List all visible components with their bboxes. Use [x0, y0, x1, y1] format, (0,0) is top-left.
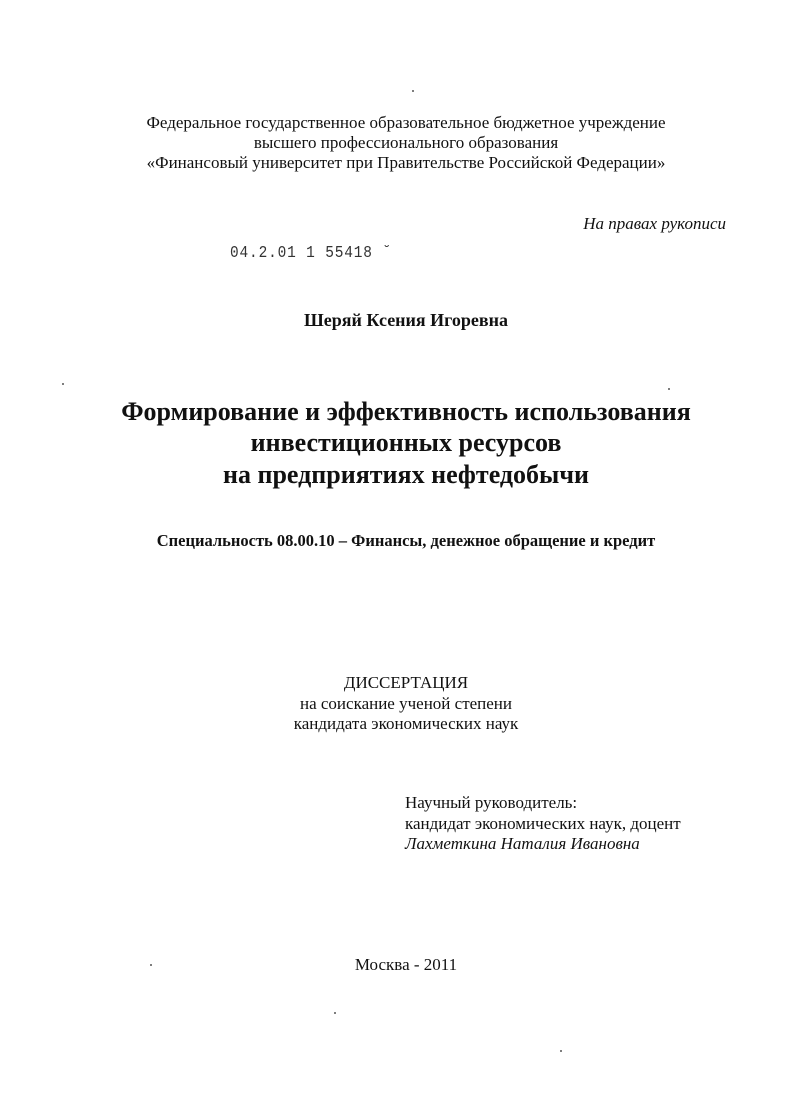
advisor-name: Лахметкина Наталия Ивановна — [405, 834, 640, 853]
scan-speck — [334, 1012, 336, 1014]
advisor-credentials: кандидат экономических наук, доцент — [405, 814, 681, 833]
institution-line-1: Федеральное государственное образовательное бюджетное учреждение — [146, 113, 666, 132]
author-name: Шеряй Ксения Игоревна — [304, 310, 508, 330]
degree-type: ДИССЕРТАЦИЯ — [343, 673, 469, 692]
thesis-title-line-2: инвестиционных ресурсов — [250, 428, 562, 457]
institution-line-2: высшего профессионального образования — [253, 133, 559, 152]
scan-speck — [150, 964, 152, 966]
specialty: Специальность 08.00.10 – Финансы, денежное обращение и кредит — [156, 531, 656, 550]
scan-speck — [62, 383, 64, 385]
place-year: Москва - 2011 — [354, 955, 458, 974]
degree-line-3: кандидата экономических наук — [293, 714, 519, 733]
manuscript-note: На правах рукописи — [583, 214, 726, 233]
thesis-title-line-3: на предприятиях нефтедобычи — [223, 460, 589, 489]
degree-line-2: на соискание ученой степени — [299, 694, 513, 713]
scan-speck — [668, 388, 670, 390]
advisor-label: Научный руководитель: — [405, 793, 578, 812]
library-stamp-number: 04.2.01 1 55418 ˘ — [230, 244, 392, 263]
institution-line-3: «Финансовый университет при Правительстве Российской Федерации» — [146, 153, 666, 172]
scan-speck — [560, 1050, 562, 1052]
scan-speck — [412, 90, 414, 92]
thesis-title-line-1: Формирование и эффективность использования — [121, 397, 691, 426]
